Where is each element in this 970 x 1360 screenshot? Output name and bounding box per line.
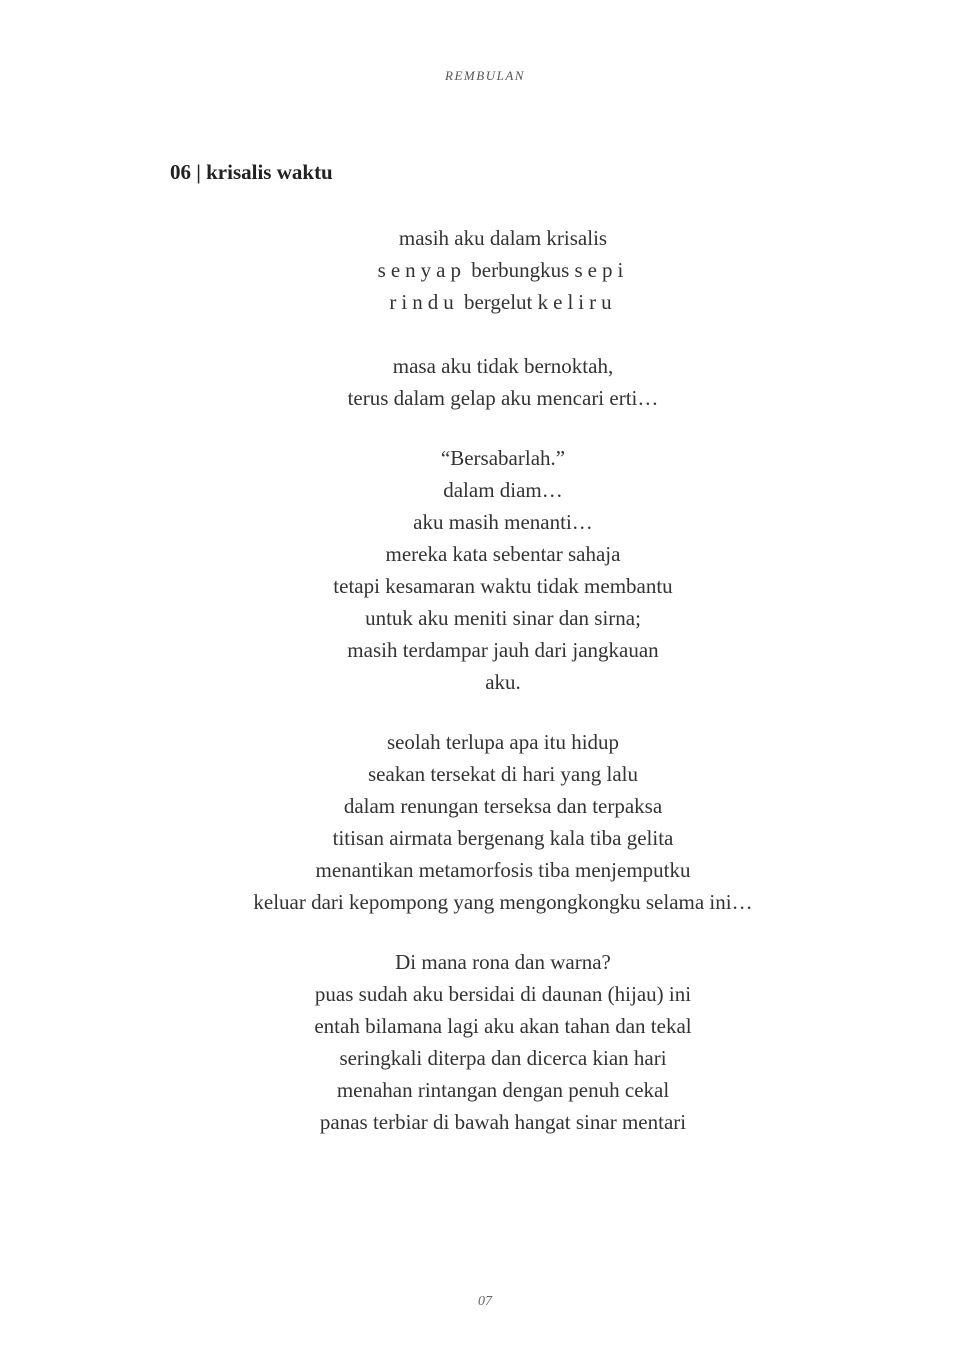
poem-line: masih terdampar jauh dari jangkauan [347, 638, 659, 662]
plain-word: berbungkus [471, 258, 570, 282]
stanza-3 [0, 442, 970, 698]
stanza-5 [0, 946, 970, 1138]
poem-line: seolah terlupa apa itu hidup [386, 730, 620, 754]
poem-line: masa aku tidak bernoktah, [392, 354, 614, 378]
poem-line: mereka kata sebentar sahaja [385, 542, 621, 566]
poem-line: keluar dari kepompong yang mengongkongku selama ini… [253, 890, 753, 914]
poem-line: menahan rintangan dengan penuh cekal [336, 1078, 670, 1102]
spaced-word: keliru [537, 290, 617, 314]
spaced-word: rindu [389, 290, 459, 314]
poem-line: terus dalam gelap aku mencari erti… [347, 386, 659, 410]
poem-line: menantikan metamorfosis tiba menjemputku [315, 858, 691, 882]
poem-line: entah bilamana lagi aku akan tahan dan tekal [314, 1014, 692, 1038]
poem-line: seakan tersekat di hari yang lalu [368, 762, 638, 786]
poem-line: seringkali diterpa dan dicerca kian hari [339, 1046, 667, 1070]
poem-line: Di mana rona dan warna? [395, 950, 611, 974]
stanza-2 [0, 350, 970, 414]
poem-title: 06 | krisalis waktu [170, 160, 333, 184]
stanza-4 [0, 726, 970, 918]
running-header: REMBULAN [445, 68, 525, 83]
poem-line: panas terbiar di bawah hangat sinar mentari [319, 1110, 687, 1134]
spaced-word: senyap [377, 258, 466, 282]
page-number: 07 [478, 1294, 492, 1309]
poem-line: tetapi kesamaran waktu tidak membantu [333, 574, 673, 598]
poem-line: “Bersabarlah.” [440, 446, 566, 470]
poem-line-spaced [0, 254, 970, 286]
poem-line: titisan airmata bergenang kala tiba gelita [332, 826, 674, 850]
poem-body [0, 222, 970, 1166]
poem-line: masih aku dalam krisalis [398, 226, 608, 250]
poem-line: untuk aku meniti sinar dan sirna; [365, 606, 641, 630]
poem-line: dalam renungan terseksa dan terpaksa [343, 794, 663, 818]
spaced-word: sepi [574, 258, 629, 282]
stanza-1 [0, 222, 970, 318]
plain-word: bergelut [463, 290, 533, 314]
poem-line-spaced [0, 286, 970, 318]
poem-line: dalam diam… [443, 478, 563, 502]
poem-line: aku. [485, 670, 521, 694]
poem-line: aku masih menanti… [413, 510, 593, 534]
poem-line: puas sudah aku bersidai di daunan (hijau) ini [314, 982, 692, 1006]
